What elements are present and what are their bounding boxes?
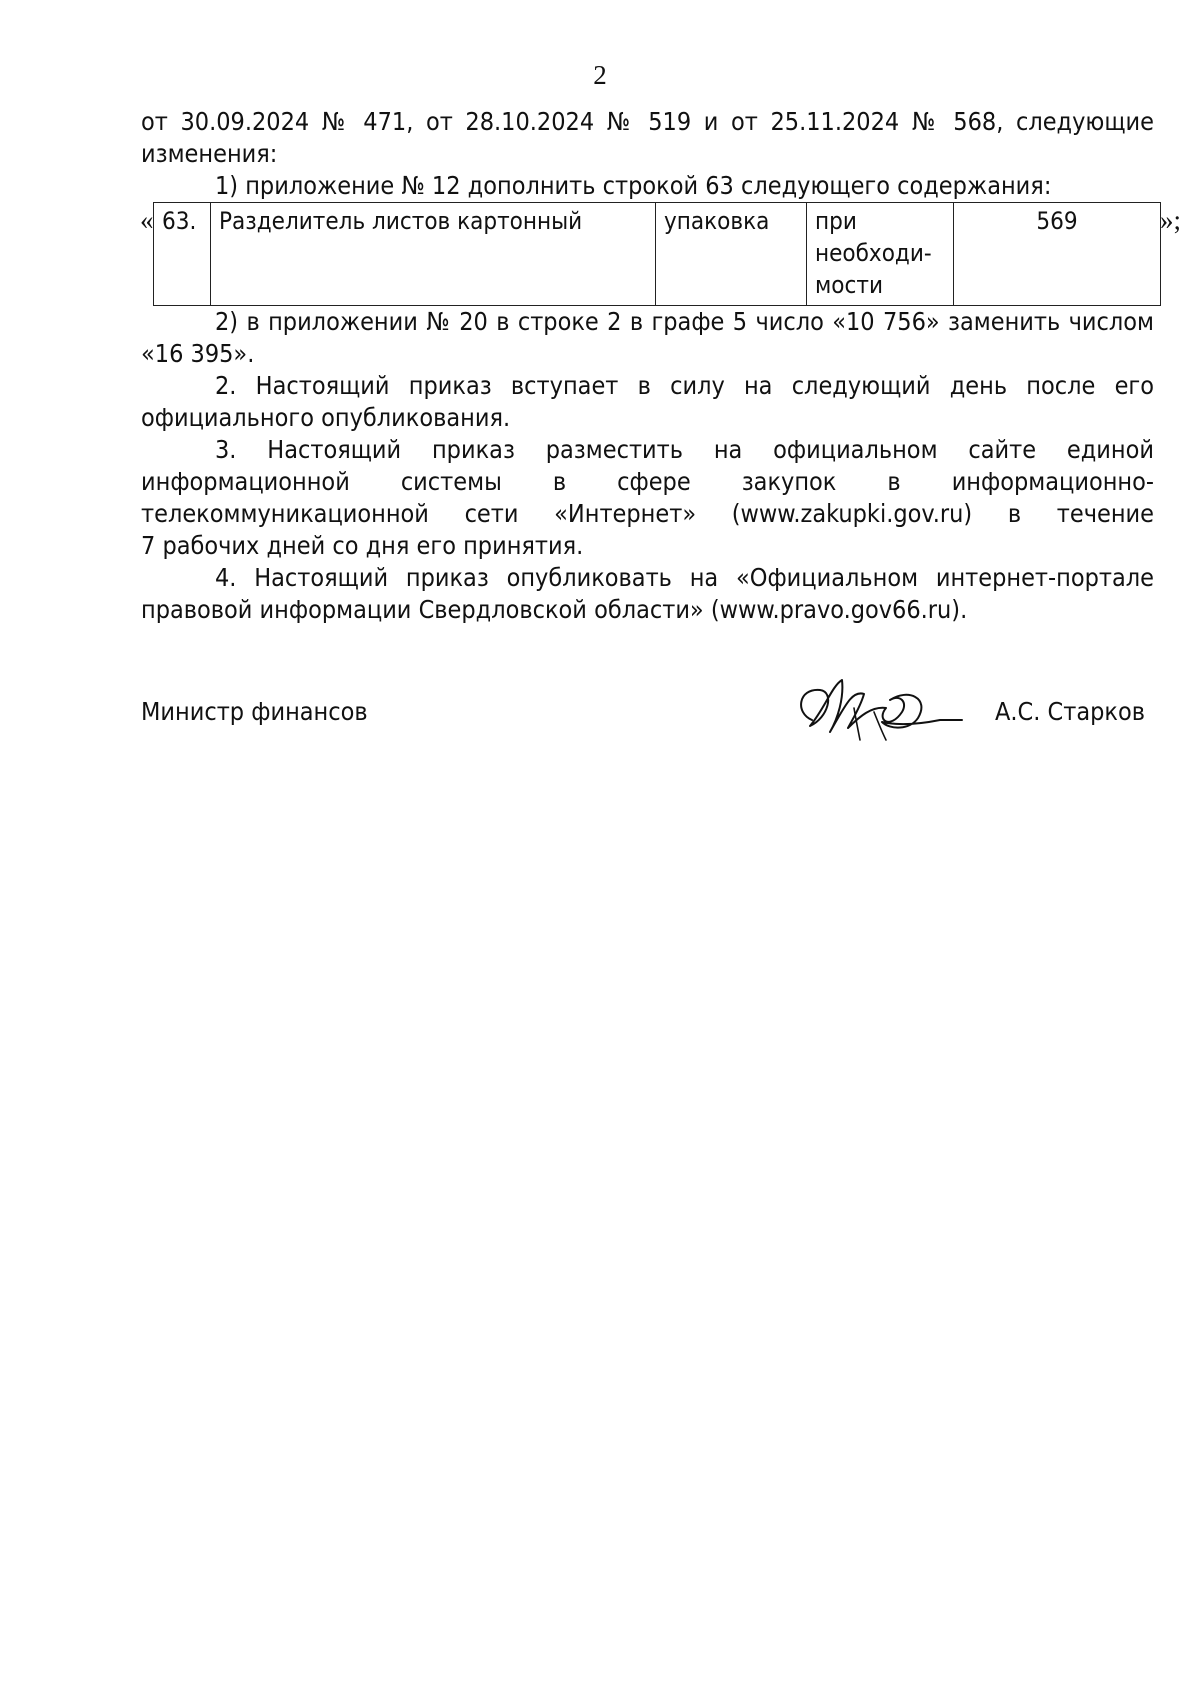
- page-number: 2: [593, 60, 607, 90]
- signatory-position: Министр финансов: [141, 697, 368, 726]
- row-number-cell: 63.: [154, 203, 211, 306]
- item-1-text: 1) приложение № 12 дополнить строкой 63 следующего содержания:: [215, 171, 1052, 200]
- inserted-row-table: [153, 202, 1161, 306]
- signatory-name: А.С. Старков: [995, 697, 1145, 726]
- paragraph-3-line-4: 7 рабочих дней со дня его принятия.: [141, 531, 584, 560]
- paragraph-3-line-1: 3. Настоящий приказ разместить на официальном сайте единой: [215, 435, 1154, 464]
- quantity-line-2: необходи-: [815, 239, 932, 267]
- table-close-quote: »;: [1160, 205, 1182, 235]
- paragraph-2-line-2: официального опубликования.: [141, 403, 511, 432]
- intro-line-2: изменения:: [141, 139, 278, 168]
- table-row: [154, 203, 1161, 306]
- unit-cell: упаковка: [656, 203, 807, 306]
- item-2-line-2: «16 395».: [141, 339, 255, 368]
- handwritten-signature: [790, 668, 970, 748]
- item-2-line-1: 2) в приложении № 20 в строке 2 в графе 5 число «10 756» заменить числом: [215, 307, 1154, 336]
- paragraph-3-line-3: телекоммуникационной сети «Интернет» (www.zakupki.gov.ru) в течение: [141, 499, 1154, 528]
- quantity-line-1: при: [815, 207, 857, 235]
- paragraph-2-line-1: 2. Настоящий приказ вступает в силу на следующий день после его: [215, 371, 1154, 400]
- paragraph-4-line-2: правовой информации Свердловской области» (www.pravo.gov66.ru).: [141, 595, 968, 624]
- quantity-cell: [807, 203, 954, 306]
- paragraph-4-line-1: 4. Настоящий приказ опубликовать на «Официальном интернет-портале: [215, 563, 1154, 592]
- price-cell: 569: [954, 203, 1161, 306]
- item-name-cell: Разделитель листов картонный: [211, 203, 656, 306]
- paragraph-3-line-2: информационной системы в сфере закупок в информационно-: [141, 467, 1154, 496]
- intro-line-1: от 30.09.2024 № 471, от 28.10.2024 № 519 и от 25.11.2024 № 568, следующие: [141, 107, 1154, 136]
- table-open-quote: «: [140, 205, 154, 235]
- quantity-line-3: мости: [815, 271, 883, 299]
